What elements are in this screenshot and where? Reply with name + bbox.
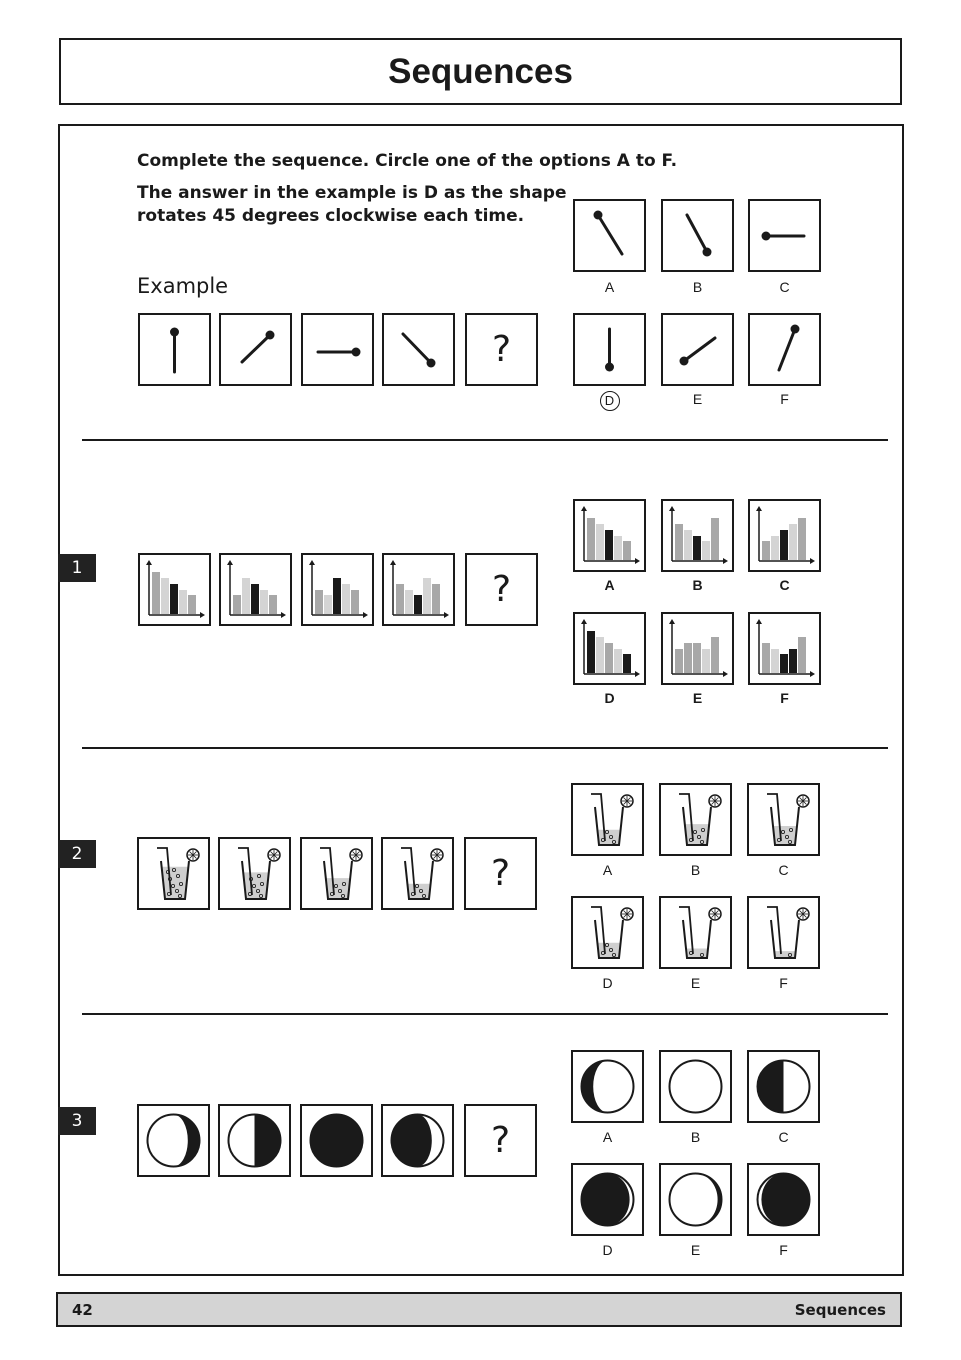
q3-option-label[interactable]: E xyxy=(690,1242,701,1258)
question-number-2: 2 xyxy=(58,840,96,868)
q1-option-e xyxy=(661,612,734,685)
q3-seq-1 xyxy=(137,1104,210,1177)
q1-option-label[interactable]: A xyxy=(604,577,615,593)
q3-option-e xyxy=(659,1163,732,1236)
circled-answer: D xyxy=(600,391,620,411)
example-seq-2 xyxy=(219,313,292,386)
page-footer xyxy=(56,1292,902,1327)
explanation-line-1: The answer in the example is D as the shape xyxy=(137,183,567,203)
q3-option-label[interactable]: A xyxy=(602,1129,613,1145)
q1-option-label[interactable]: E xyxy=(692,690,703,706)
q1-seq-2 xyxy=(219,553,292,626)
q3-option-f xyxy=(747,1163,820,1236)
q2-seq-3 xyxy=(300,837,373,910)
example-option-label[interactable]: B xyxy=(692,279,703,295)
question-number-3: 3 xyxy=(58,1107,96,1135)
example-option-d xyxy=(573,313,646,386)
q1-seq-1 xyxy=(138,553,211,626)
example-option-c xyxy=(748,199,821,272)
page-number: 42 xyxy=(72,1300,93,1319)
question-mark-box: ? xyxy=(465,313,538,386)
q2-seq-4 xyxy=(381,837,454,910)
q1-option-label[interactable]: B xyxy=(692,577,703,593)
q2-option-label[interactable]: E xyxy=(690,975,701,991)
q3-option-label[interactable]: C xyxy=(778,1129,789,1145)
q3-option-label[interactable]: D xyxy=(602,1242,613,1258)
q2-option-c xyxy=(747,783,820,856)
example-option-label[interactable]: A xyxy=(604,279,615,295)
example-seq-4 xyxy=(382,313,455,386)
question-number-1: 1 xyxy=(58,554,96,582)
q2-option-label[interactable]: F xyxy=(779,975,788,991)
divider xyxy=(82,1013,888,1015)
q2-option-d xyxy=(571,896,644,969)
q1-option-d xyxy=(573,612,646,685)
q2-option-f xyxy=(747,896,820,969)
q3-option-label[interactable]: B xyxy=(690,1129,701,1145)
q2-option-label[interactable]: A xyxy=(602,862,613,878)
q2-seq-1 xyxy=(137,837,210,910)
footer-section-title: Sequences xyxy=(794,1300,886,1319)
q1-option-a xyxy=(573,499,646,572)
q2-option-label[interactable]: B xyxy=(690,862,701,878)
q1-option-c xyxy=(748,499,821,572)
q1-option-label[interactable]: F xyxy=(780,690,789,706)
q2-option-a xyxy=(571,783,644,856)
q3-option-c xyxy=(747,1050,820,1123)
example-option-a xyxy=(573,199,646,272)
q2-option-e xyxy=(659,896,732,969)
q3-seq-4 xyxy=(381,1104,454,1177)
q1-option-label[interactable]: C xyxy=(779,577,790,593)
page-title: Sequences xyxy=(388,51,573,91)
example-seq-1 xyxy=(138,313,211,386)
q2-option-b xyxy=(659,783,732,856)
example-option-label[interactable]: F xyxy=(780,391,789,407)
q1-option-label[interactable]: D xyxy=(604,690,615,706)
example-option-b xyxy=(661,199,734,272)
q2-seq-2 xyxy=(218,837,291,910)
q2-option-label[interactable]: D xyxy=(602,975,613,991)
question-mark-box: ? xyxy=(465,553,538,626)
q3-option-a xyxy=(571,1050,644,1123)
q1-option-f xyxy=(748,612,821,685)
question-mark-box: ? xyxy=(464,1104,537,1177)
q3-seq-2 xyxy=(218,1104,291,1177)
q3-option-d xyxy=(571,1163,644,1236)
q3-seq-3 xyxy=(300,1104,373,1177)
divider xyxy=(82,439,888,441)
question-mark-box: ? xyxy=(464,837,537,910)
example-option-e xyxy=(661,313,734,386)
q1-seq-4 xyxy=(382,553,455,626)
example-option-label[interactable] xyxy=(573,391,646,411)
instruction-text: Complete the sequence. Circle one of the options A to F. xyxy=(137,151,678,171)
example-seq-3 xyxy=(301,313,374,386)
divider xyxy=(82,747,888,749)
q1-seq-3 xyxy=(301,553,374,626)
example-option-label[interactable]: E xyxy=(692,391,703,407)
q2-option-label[interactable]: C xyxy=(778,862,789,878)
example-option-f xyxy=(748,313,821,386)
q1-option-b xyxy=(661,499,734,572)
page-title-box xyxy=(59,38,902,105)
q3-option-label[interactable]: F xyxy=(779,1242,788,1258)
example-label: Example xyxy=(137,274,229,298)
q3-option-b xyxy=(659,1050,732,1123)
explanation-line-2: rotates 45 degrees clockwise each time. xyxy=(137,206,525,226)
example-option-label[interactable]: C xyxy=(779,279,790,295)
